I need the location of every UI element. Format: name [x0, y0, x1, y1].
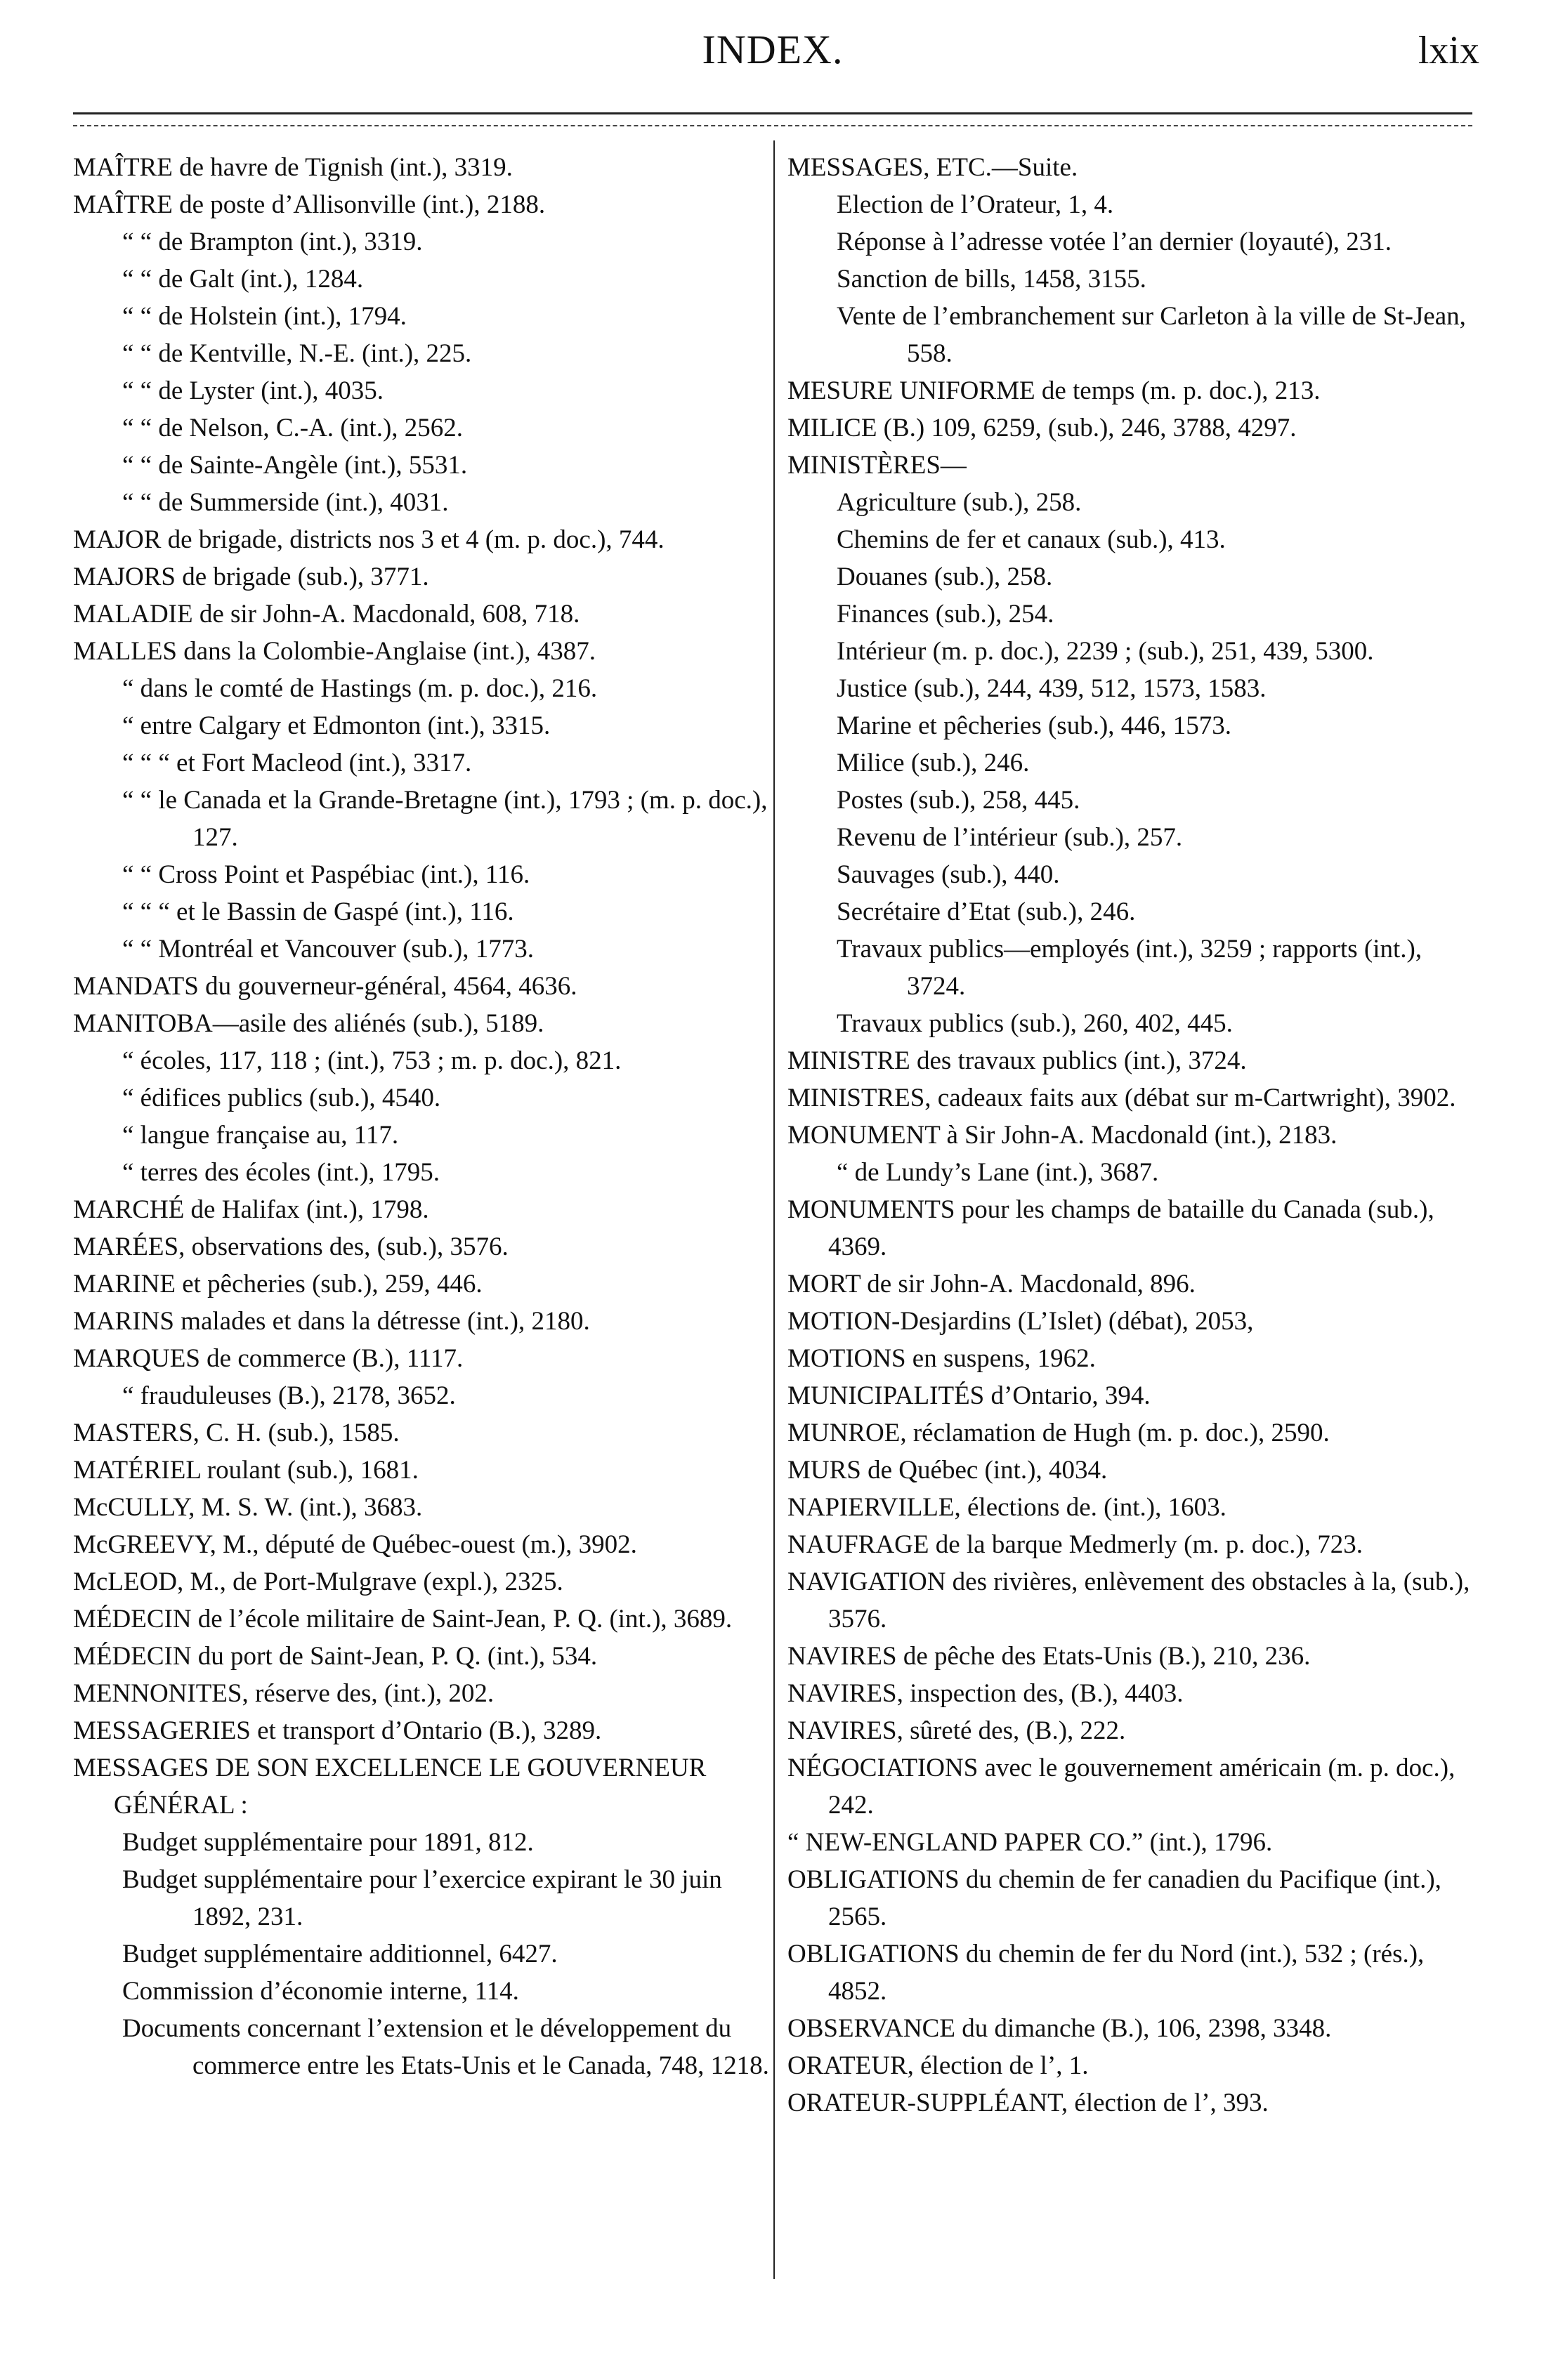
index-entry: Postes (sub.), 258, 445. [837, 786, 1080, 815]
index-entry: Budget supplémentaire pour l’exercice expirant le 30 juin 1892, 231. [122, 1865, 722, 1931]
index-entry: MALLES dans la Colombie-Anglaise (int.), 4387. [73, 637, 596, 666]
index-entry: MALADIE de sir John-A. Macdonald, 608, 718. [73, 600, 580, 629]
index-entry: “ “ Montréal et Vancouver (sub.), 1773. [122, 935, 535, 964]
index-entry: Chemins de fer et canaux (sub.), 413. [837, 525, 1226, 554]
index-entry: OBSERVANCE du dimanche (B.), 106, 2398, 3348. [787, 2014, 1332, 2043]
index-entry: Travaux publics—employés (int.), 3259 ; rapports (int.), 3724. [837, 935, 1422, 1001]
index-entry: Justice (sub.), 244, 439, 512, 1573, 1583. [837, 674, 1267, 703]
index-entry: MONUMENT à Sir John-A. Macdonald (int.), 2183. [787, 1121, 1337, 1150]
index-entry: NAVIRES de pêche des Etats-Unis (B.), 210, 236. [787, 1642, 1311, 1671]
index-entry: “ “ de Galt (int.), 1284. [122, 265, 364, 294]
index-entry: MÉDECIN du port de Saint-Jean, P. Q. (int.), 534. [73, 1642, 598, 1671]
index-entry: MANDATS du gouverneur-général, 4564, 4636. [73, 972, 577, 1001]
index-entry: MÉDECIN de l’école militaire de Saint-Jean, P. Q. (int.), 3689. [73, 1605, 733, 1633]
index-entry: MINISTRE des travaux publics (int.), 3724. [787, 1046, 1247, 1075]
index-entry: NAUFRAGE de la barque Medmerly (m. p. doc.), 723. [787, 1530, 1363, 1559]
page-title: INDEX. [702, 27, 844, 72]
index-entry: MESURE UNIFORME de temps (m. p. doc.), 213. [787, 376, 1321, 405]
index-entry: NAVIRES, inspection des, (B.), 4403. [787, 1679, 1184, 1708]
index-entry: MARQUES de commerce (B.), 1117. [73, 1344, 464, 1373]
index-entry: “ “ de Sainte-Angèle (int.), 5531. [122, 451, 468, 480]
index-entry: ORATEUR-SUPPLÉANT, élection de l’, 393. [787, 2089, 1269, 2117]
index-entry: MUNROE, réclamation de Hugh (m. p. doc.), 2590. [787, 1419, 1330, 1447]
index-entry: MILICE (B.) 109, 6259, (sub.), 246, 3788, 4297. [787, 414, 1297, 442]
index-entry: Revenu de l’intérieur (sub.), 257. [837, 823, 1183, 852]
page-number: lxix [1418, 29, 1479, 72]
index-entry: Travaux publics (sub.), 260, 402, 445. [837, 1009, 1233, 1038]
index-entry: Budget supplémentaire additionnel, 6427. [122, 1940, 558, 1968]
index-entry: Election de l’Orateur, 1, 4. [837, 190, 1114, 219]
index-entry: NÉGOCIATIONS avec le gouvernement américain (m. p. doc.), 242. [787, 1754, 1455, 1820]
index-entry: McGREEVY, M., député de Québec-ouest (m.), 3902. [73, 1530, 637, 1559]
index-entry: MUNICIPALITÉS d’Ontario, 394. [787, 1381, 1151, 1410]
index-entry: MASTERS, C. H. (sub.), 1585. [73, 1419, 400, 1447]
index-entry: Intérieur (m. p. doc.), 2239 ; (sub.), 251, 439, 5300. [837, 637, 1374, 666]
index-entry: MARCHÉ de Halifax (int.), 1798. [73, 1195, 429, 1224]
index-entry: MAJOR de brigade, districts nos 3 et 4 (m. p. doc.), 744. [73, 525, 665, 554]
index-entry: MAÎTRE de poste d’Allisonville (int.), 2188. [73, 190, 546, 219]
index-entry: Commission d’économie interne, 114. [122, 1977, 519, 2006]
index-entry: MAÎTRE de havre de Tignish (int.), 3319. [73, 153, 513, 182]
index-entry: MONUMENTS pour les champs de bataille du Canada (sub.), 4369. [787, 1195, 1434, 1261]
index-entry: MESSAGES, ETC.—Suite. [787, 153, 1078, 182]
index-entry: “ “ le Canada et la Grande-Bretagne (int.), 1793 ; (m. p. doc.), 127. [122, 786, 768, 852]
index-entry: MOTIONS en suspens, 1962. [787, 1344, 1096, 1373]
index-entry: MINISTRES, cadeaux faits aux (débat sur m-Cartwright), 3902. [787, 1084, 1456, 1112]
index-entry: Marine et pêcheries (sub.), 446, 1573. [837, 711, 1232, 740]
index-entry: Douanes (sub.), 258. [837, 563, 1053, 591]
index-entry: MESSAGERIES et transport d’Ontario (B.), 3289. [73, 1716, 602, 1745]
index-entry: “ “ Cross Point et Paspébiac (int.), 116. [122, 860, 530, 889]
index-entry: “ “ de Holstein (int.), 1794. [122, 302, 407, 331]
index-entry: MESSAGES DE SON EXCELLENCE LE GOUVERNEUR GÉNÉRAL : [73, 1754, 707, 1820]
index-entry: “ édifices publics (sub.), 4540. [122, 1084, 441, 1112]
column-divider [773, 140, 775, 2279]
right-column [787, 149, 1473, 2122]
left-column [73, 149, 770, 2084]
index-entry: MARÉES, observations des, (sub.), 3576. [73, 1232, 509, 1261]
index-entry: MENNONITES, réserve des, (int.), 202. [73, 1679, 495, 1708]
index-entry: “ langue française au, 117. [122, 1121, 399, 1150]
index-entry: MARINE et pêcheries (sub.), 259, 446. [73, 1270, 483, 1299]
index-entry: “ “ de Lyster (int.), 4035. [122, 376, 384, 405]
index-entry: Budget supplémentaire pour 1891, 812. [122, 1828, 534, 1857]
index-entry: “ frauduleuses (B.), 2178, 3652. [122, 1381, 456, 1410]
index-entry: Sauvages (sub.), 440. [837, 860, 1060, 889]
index-entry: MOTION-Desjardins (L’Islet) (débat), 2053, [787, 1307, 1254, 1336]
index-entry: “ “ de Nelson, C.-A. (int.), 2562. [122, 414, 464, 442]
index-entry: “ “ de Brampton (int.), 3319. [122, 228, 423, 256]
index-entry: NAPIERVILLE, élections de. (int.), 1603. [787, 1493, 1226, 1522]
index-entry: MORT de sir John-A. Macdonald, 896. [787, 1270, 1196, 1299]
header-rule-dashed [73, 125, 1472, 126]
index-entry: Réponse à l’adresse votée l’an dernier (loyauté), 231. [837, 228, 1392, 256]
index-entry: “ “ de Kentville, N.-E. (int.), 225. [122, 339, 472, 368]
index-entry: Documents concernant l’extension et le développement du commerce entre les Etats-Unis et le Canada, 748, 1218. [122, 2014, 769, 2080]
index-entry: “ de Lundy’s Lane (int.), 3687. [837, 1158, 1159, 1187]
index-entry: Secrétaire d’Etat (sub.), 246. [837, 898, 1136, 926]
index-entry: MANITOBA—asile des aliénés (sub.), 5189. [73, 1009, 544, 1038]
index-entry: “ “ “ et le Bassin de Gaspé (int.), 116. [122, 898, 514, 926]
index-entry: MAJORS de brigade (sub.), 3771. [73, 563, 429, 591]
index-entry: MARINS malades et dans la détresse (int.), 2180. [73, 1307, 590, 1336]
index-entry: MINISTÈRES— [787, 451, 967, 480]
index-entry: NAVIRES, sûreté des, (B.), 222. [787, 1716, 1126, 1745]
header-rule [73, 112, 1472, 114]
index-entry: ORATEUR, élection de l’, 1. [787, 2051, 1089, 2080]
index-entry: “ terres des écoles (int.), 1795. [122, 1158, 440, 1187]
index-entry: OBLIGATIONS du chemin de fer du Nord (int.), 532 ; (rés.), 4852. [787, 1940, 1425, 2006]
index-entry: “ dans le comté de Hastings (m. p. doc.), 216. [122, 674, 598, 703]
index-entry: McCULLY, M. S. W. (int.), 3683. [73, 1493, 423, 1522]
index-entry: Milice (sub.), 246. [837, 749, 1030, 777]
index-entry: MATÉRIEL roulant (sub.), 1681. [73, 1456, 419, 1485]
index-entry: “ écoles, 117, 118 ; (int.), 753 ; m. p. doc.), 821. [122, 1046, 622, 1075]
index-entry: MURS de Québec (int.), 4034. [787, 1456, 1108, 1485]
index-entry: NAVIGATION des rivières, enlèvement des obstacles à la, (sub.), 3576. [787, 1567, 1470, 1633]
index-entry: “ “ de Summerside (int.), 4031. [122, 488, 449, 517]
index-entry: McLEOD, M., de Port-Mulgrave (expl.), 2325. [73, 1567, 563, 1596]
index-entry: Finances (sub.), 254. [837, 600, 1054, 629]
index-entry: OBLIGATIONS du chemin de fer canadien du Pacifique (int.), 2565. [787, 1865, 1441, 1931]
index-entry: Sanction de bills, 1458, 3155. [837, 265, 1146, 294]
index-entry: “ entre Calgary et Edmonton (int.), 3315. [122, 711, 551, 740]
index-entry: “ NEW-ENGLAND PAPER CO.” (int.), 1796. [787, 1828, 1273, 1857]
index-entry: Vente de l’embranchement sur Carleton à la ville de St-Jean, 558. [837, 302, 1466, 368]
index-entry: “ “ “ et Fort Macleod (int.), 3317. [122, 749, 472, 777]
index-entry: Agriculture (sub.), 258. [837, 488, 1082, 517]
